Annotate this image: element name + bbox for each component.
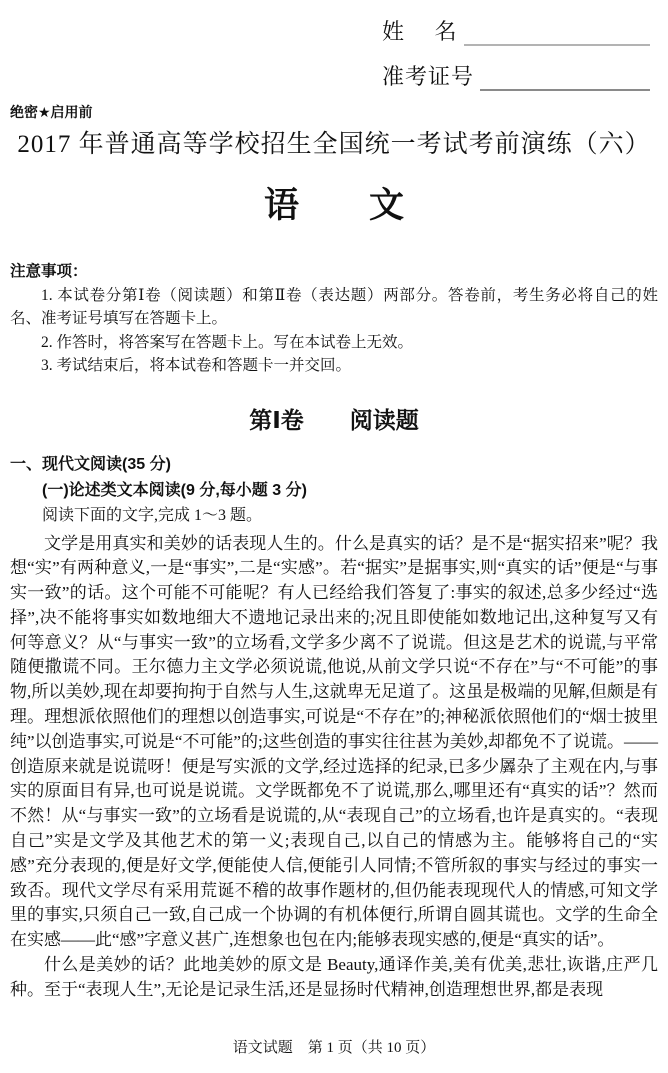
name-label: 姓 名: [382, 19, 458, 44]
passage-paragraph: 文学是用真实和美妙的话表现人生的。什么是真实的话？是不是“据实招来”呢？我想“实”有两种意义,一是“事实”,二是“实感”。若“据实”是据事实,则“真实的话”便是“与事实一致”的话。这个可能不可能呢？有人已经给我们答复了:事实的叙述,总多少经过“选择”,决不能将事实如数地细大不遗地记录出来的;况且即使能如数地记出,这种复写又有何等意义？从“与事实一致”的立场看,文学多少离不了说谎。但这是艺术的说谎,与平常随便撒谎不同。王尔德力主文学必须说谎,他说,从前文学只说“不存在”与“不可能”的事物,所以美妙,现在却要拘拘于自然与人生,这就卑无足道了。这虽是极端的见解,但颇是有理。理想派依照他们的理想以创造事实,可说是“不存在”的;神秘派依照他们的“烟士披里纯”以创造事实,可说是“不可能”的;这些创造的事实往往甚为美妙,却都免不了说谎。——创造原来就是说谎呀！便是写实派的文学,经过选择的纪录,已多少羼杂了主观在内,与事实的原面目有异,也可说是说谎。文学既都免不了说谎,那么,哪里还有“真实的话”？然而不然！从“与事实一致”的立场看是说谎的,从“表现自己”的立场看,也许是真实的。“表现自己”实是文学及其他艺术的第一义;表现自己,以自己的情感为主。能够将自己的“实感”充分表现的,便是好文学,便能使人信,便能引人同情;不管所叙的事实与经过的事实一致否。现代文学尽有采用荒诞不稽的故事作题材的,但仍能表现现代人的情感,可知文学里的事实,只须自己一致,自己成一个协调的有机体便行,所谓自圆其谎也。文学的生命全在实感——此“感”字意义甚广,连想象也包在内;能够表现实感的,便是“真实的话”。: [10, 533, 658, 950]
exam-title: 2017 年普通高等学校招生全国统一考试考前演练（六）: [17, 131, 651, 158]
secrecy-label: 绝密★启用前: [10, 104, 93, 120]
notices-heading: 注意事项：: [10, 263, 88, 280]
reading-passage: [10, 532, 658, 1003]
notice-item: 1. 本试卷分第Ⅰ卷（阅读题）和第Ⅱ卷（表达题）两部分。答卷前，考生务必将自己的姓名、准考证号填写在答题卡上。: [10, 286, 658, 327]
name-row: [382, 14, 650, 46]
candidate-id-block: [382, 14, 650, 91]
ticket-row: [382, 59, 650, 91]
notices-section: [10, 260, 658, 378]
page-footer: 语文试题 第 1 页（共 10 页）: [232, 1040, 436, 1056]
volume-heading: 第Ⅰ卷 阅读题: [249, 406, 419, 433]
name-blank-field: [464, 18, 650, 46]
subject-title: 语 文: [263, 186, 404, 225]
notice-item: 3. 考试结束后，将本试卷和答题卡一并交回。: [41, 357, 352, 374]
notice-item: 2. 作答时，将答案写在答题卡上。写在本试卷上无效。: [41, 333, 414, 351]
passage-paragraph: 什么是美妙的话？此地美妙的原文是 Beauty,通译作美,美有优美,悲壮,诙谐,庄严几种。至于“表现人生”,无论是记录生活,还是显扬时代精神,创造理想世界,都是表现: [10, 955, 658, 999]
sub-heading: (一)论述类文本阅读(9 分,每小题 3 分): [42, 481, 307, 499]
ticket-blank-field: [480, 63, 650, 91]
ticket-label: 准考证号: [382, 64, 475, 89]
part-heading: 一、现代文阅读(35 分): [10, 455, 171, 473]
reading-instruction: 阅读下面的文字,完成 1～3 题。: [42, 506, 263, 524]
